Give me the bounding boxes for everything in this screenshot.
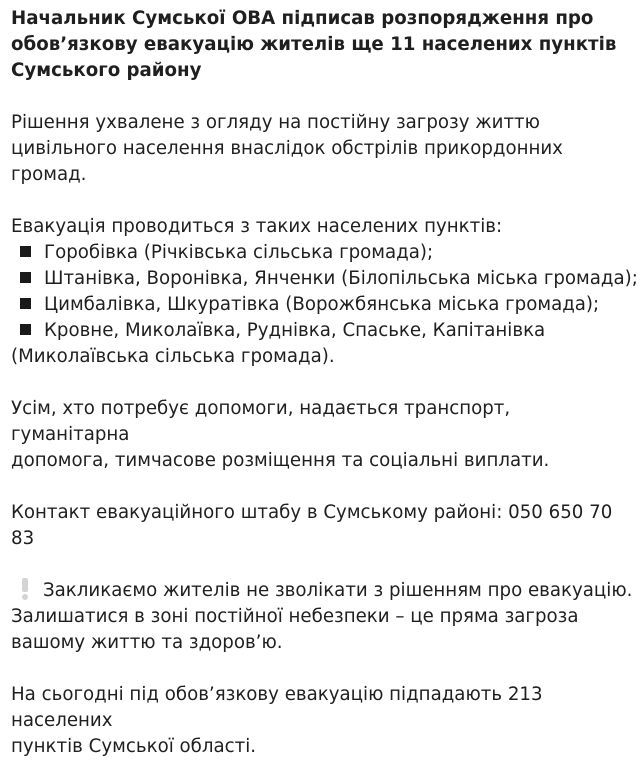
list-item-text: Кровне, Миколаївка, Руднівка, Спаське, Капітанівка [44,320,546,341]
black-square-icon [20,298,31,309]
post-body [11,6,638,760]
list-item [11,318,633,344]
post-title [11,6,633,84]
evacuation-list [11,214,638,370]
paragraph-line: Усім, хто потребує допомоги, надається транспорт, гуманітарна [11,398,511,445]
black-square-icon [20,324,31,335]
warning-paragraph [11,578,633,656]
paragraph-line: вашому життю та здоров’ю. [11,632,283,653]
spacer [11,656,633,682]
list-item [11,292,633,318]
list-item-text: Цимбалівка, Шкуратівка (Ворожбянська міська громада); [44,294,600,315]
list-item [11,240,633,266]
contact-line: Контакт евакуаційного штабу в Сумському районі: 050 650 70 83 [11,502,613,549]
title-line: Сумського району [11,60,202,81]
list-item [11,266,638,292]
paragraph-line: цивільного населення внаслідок обстрілів прикордонних громад. [11,138,563,185]
paragraph-line: пунктів Сумської області. [11,736,257,757]
spacer [11,370,633,396]
warning-first-line [11,578,633,604]
paragraph-line: допомога, тимчасове розміщення та соціальні виплати. [11,450,550,471]
list-item-text: Штанівка, Воронівка, Янченки (Білопільська міська громада); [44,268,638,289]
paragraph-line: Закликаємо жителів не зволікати з рішенням про евакуацію. [43,580,633,601]
total-paragraph [11,682,633,760]
black-square-icon [20,246,31,257]
decision-paragraph [11,110,633,188]
spacer [11,84,633,110]
list-item-continuation: (Миколаївська сільська громада). [11,346,335,367]
paragraph-line: Залишатися в зоні постійної небезпеки – це пряма загроза [11,606,579,627]
black-square-icon [20,272,31,283]
paragraph-line: Рішення ухвалене з огляду на постійну загрозу життю [11,112,540,133]
title-line: обов’язкову евакуацію жителів ще 11 населених пунктів [11,34,617,55]
spacer [11,552,633,578]
spacer [11,188,633,214]
exclamation-icon [20,578,30,600]
list-item-text: Горобівка (Річківська сільська громада); [44,242,434,263]
paragraph-line: На сьогодні під обов’язкову евакуацію підпадають 213 населених [11,684,543,731]
evacuation-intro: Евакуація проводиться з таких населених пунктів: [11,216,503,237]
help-paragraph [11,396,633,474]
spacer [11,474,633,500]
title-line: Начальник Сумської ОВА підписав розпорядження про [11,8,594,29]
